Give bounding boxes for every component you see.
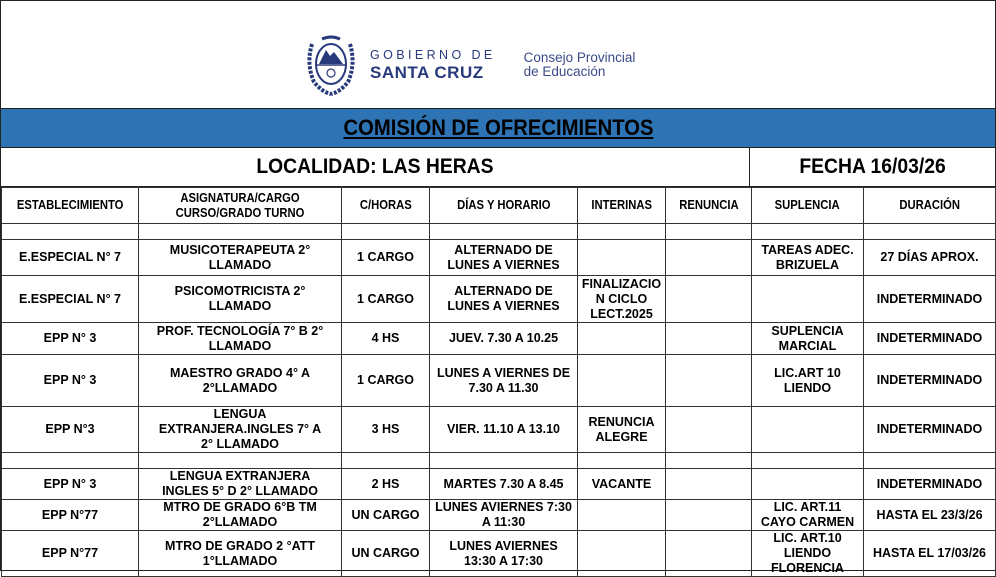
column-header-dias-horario: DÍAS Y HORARIO [430,188,578,224]
table-row [2,240,996,276]
cell-interinas [578,355,666,407]
cell-text: LUNES AVIERNES 7:30 A 11:30 [435,500,572,529]
cell-renuncia [666,453,752,469]
table-row [2,531,996,577]
cell-text: HASTA EL 17/03/26 [872,546,986,560]
cell-text: LIC. ART.11 CAYO CARMEN [760,500,855,529]
cell-establecimiento [2,355,139,407]
cell-text: LIC.ART 10 LIENDO [774,365,841,395]
cell-text: PROF. TECNOLOGÍA 7° B 2° LLAMADO [156,323,324,353]
cell-text: LIC. ART.10 LIENDO FLORENCIA [771,531,844,575]
column-header-renuncia: RENUNCIA [666,188,752,224]
cell-asignatura [139,531,342,577]
column-header-duracion: DURACIÓN [864,188,996,224]
cell-text: 4 HS [371,331,400,345]
santa-cruz-coat-of-arms-icon [304,34,358,96]
cell-establecimiento [2,224,139,240]
cell-duracion [864,276,996,323]
cell-horas [342,323,430,355]
cell-establecimiento [2,500,139,531]
cell-text: JUEV. 7.30 A 10.25 [448,331,559,345]
table-row [2,500,996,531]
cell-interinas [578,500,666,531]
cell-suplencia [752,407,864,453]
cell-interinas [578,276,666,323]
cell-renuncia [666,355,752,407]
cell-renuncia [666,224,752,240]
cell-duracion [864,469,996,500]
cell-horas [342,407,430,453]
document-title: COMISIÓN DE OFRECIMIENTOS [342,115,653,140]
column-header-establecimiento: ESTABLECIMIENTO [2,188,139,224]
cell-text: EPP N° 3 [43,373,97,387]
date-cell [750,148,995,186]
table-row [2,355,996,407]
government-name-line1: GOBIERNO DE [370,48,496,63]
cell-suplencia [752,531,864,577]
cell-renuncia [666,407,752,453]
cell-text: E.ESPECIAL N° 7 [18,291,122,306]
cell-asignatura [139,453,342,469]
cell-text: TAREAS ADEC. BRIZUELA [761,242,854,272]
cell-text: 2 HS [371,476,400,491]
cell-text: INDETERMINADO [876,476,983,491]
cell-interinas [578,453,666,469]
table-row [2,469,996,500]
cell-text: EPP N°77 [41,507,99,522]
locality-row [1,148,995,187]
cell-text: EPP N°3 [45,422,95,436]
cell-text: LENGUA EXTRANJERA INGLES 5° D 2° LLAMADO [162,469,318,498]
cell-text: 1 CARGO [357,291,414,306]
cell-asignatura [139,355,342,407]
blank-row [2,224,996,240]
cell-horas [342,500,430,531]
cell-renuncia [666,276,752,323]
cell-text: UN CARGO [351,546,420,560]
locality-cell [1,148,750,186]
title-bar [1,109,995,148]
cell-text: INDETERMINADO [876,291,983,306]
cell-text: INDETERMINADO [876,373,983,387]
cell-interinas [578,407,666,453]
cell-suplencia [752,323,864,355]
cell-duracion [864,323,996,355]
cell-text: FINALIZACIO N CICLO LECT.2025 [581,276,662,321]
cell-text: INDETERMINADO [876,331,983,345]
cell-text: LUNES AVIERNES 13:30 A 17:30 [449,538,558,568]
cell-text: MUSICOTERAPEUTA 2° LLAMADO [169,242,311,272]
cell-text: 1 CARGO [357,373,414,387]
cell-text: EPP N°77 [41,546,99,560]
cell-horas [342,224,430,240]
cell-interinas [578,469,666,500]
cell-establecimiento [2,276,139,323]
cell-duracion [864,240,996,276]
council-name-line2: de Educación [523,64,606,79]
blank-row [2,453,996,469]
cell-horas [342,531,430,577]
cell-text: MAESTRO GRADO 4° A 2°LLAMADO [170,365,310,395]
date-label: FECHA 16/03/26 [799,155,946,178]
cell-asignatura [139,323,342,355]
cell-interinas [578,240,666,276]
cell-text: VIER. 11.10 A 13.10 [446,422,561,436]
cell-renuncia [666,500,752,531]
offers-table [1,187,996,577]
government-name [370,49,496,81]
column-header-asignatura: ASIGNATURA/CARGO CURSO/GRADO TURNO [139,188,342,224]
table-row [2,323,996,355]
cell-duracion [864,500,996,531]
cell-text: MARTES 7.30 A 8.45 [443,476,564,491]
cell-duracion [864,531,996,577]
cell-establecimiento [2,407,139,453]
cell-establecimiento [2,323,139,355]
cell-text: ALTERNADO DE LUNES A VIERNES [447,284,560,313]
cell-dias-horario [430,453,578,469]
cell-text: INDETERMINADO [876,422,983,436]
cell-text: SUPLENCIA MARCIAL [771,323,844,353]
cell-horas [342,276,430,323]
table-row [2,407,996,453]
column-header-interinas: INTERINAS [578,188,666,224]
cell-dias-horario [430,240,578,276]
locality-label: LOCALIDAD: LAS HERAS [256,155,494,178]
cell-interinas [578,531,666,577]
cell-suplencia [752,453,864,469]
cell-interinas [578,323,666,355]
cell-text: EPP N° 3 [43,476,97,491]
cell-text: UN CARGO [351,507,420,522]
table-row [2,276,996,323]
cell-suplencia [752,224,864,240]
cell-dias-horario [430,500,578,531]
cell-suplencia [752,500,864,531]
cell-text: 1 CARGO [357,250,414,264]
column-header-horas: C/HORAS [342,188,430,224]
cell-asignatura [139,469,342,500]
government-name-line2: SANTA CRUZ [370,62,484,82]
cell-duracion [864,355,996,407]
cell-establecimiento [2,531,139,577]
cell-horas [342,469,430,500]
government-logo [304,34,635,96]
cell-suplencia [752,355,864,407]
cell-suplencia [752,240,864,276]
cell-asignatura [139,240,342,276]
cell-text: MTRO DE GRADO 6°B TM 2°LLAMADO [163,500,317,529]
cell-establecimiento [2,469,139,500]
cell-asignatura [139,407,342,453]
cell-text: ALTERNADO DE LUNES A VIERNES [447,242,560,272]
cell-asignatura [139,224,342,240]
cell-suplencia [752,469,864,500]
cell-establecimiento [2,453,139,469]
cell-duracion [864,407,996,453]
cell-renuncia [666,531,752,577]
cell-renuncia [666,240,752,276]
council-name [524,51,636,79]
cell-text: LUNES A VIERNES DE 7.30 A 11.30 [436,365,571,395]
cell-text: RENUNCIA ALEGRE [588,414,655,444]
cell-text: HASTA EL 23/3/26 [876,507,983,522]
column-header-suplencia: SUPLENCIA [752,188,864,224]
cell-text: PSICOMOTRICISTA 2° LLAMADO [174,284,306,313]
cell-dias-horario [430,469,578,500]
cell-renuncia [666,469,752,500]
cell-duracion [864,224,996,240]
cell-dias-horario [430,224,578,240]
cell-interinas [578,224,666,240]
cell-horas [342,240,430,276]
cell-dias-horario [430,407,578,453]
cell-text: EPP N° 3 [43,331,97,345]
document-header [1,1,995,109]
cell-text: 3 HS [371,422,400,436]
cell-asignatura [139,500,342,531]
cell-dias-horario [430,323,578,355]
cell-dias-horario [430,355,578,407]
cell-horas [342,355,430,407]
cell-suplencia [752,276,864,323]
table-header-row [2,188,996,224]
cell-establecimiento [2,240,139,276]
cell-renuncia [666,323,752,355]
cell-text: MTRO DE GRADO 2 °ATT 1°LLAMADO [165,538,315,568]
cell-dias-horario [430,531,578,577]
cell-text: 27 DÍAS APROX. [880,250,979,264]
cell-horas [342,453,430,469]
council-name-line1: Consejo Provincial [523,49,636,65]
cell-text: VACANTE [591,476,652,491]
cell-duracion [864,453,996,469]
cell-text: E.ESPECIAL N° 7 [18,250,122,264]
cell-asignatura [139,276,342,323]
cell-dias-horario [430,276,578,323]
cell-text: LENGUA EXTRANJERA.INGLES 7° A 2° LLAMADO [158,407,322,451]
